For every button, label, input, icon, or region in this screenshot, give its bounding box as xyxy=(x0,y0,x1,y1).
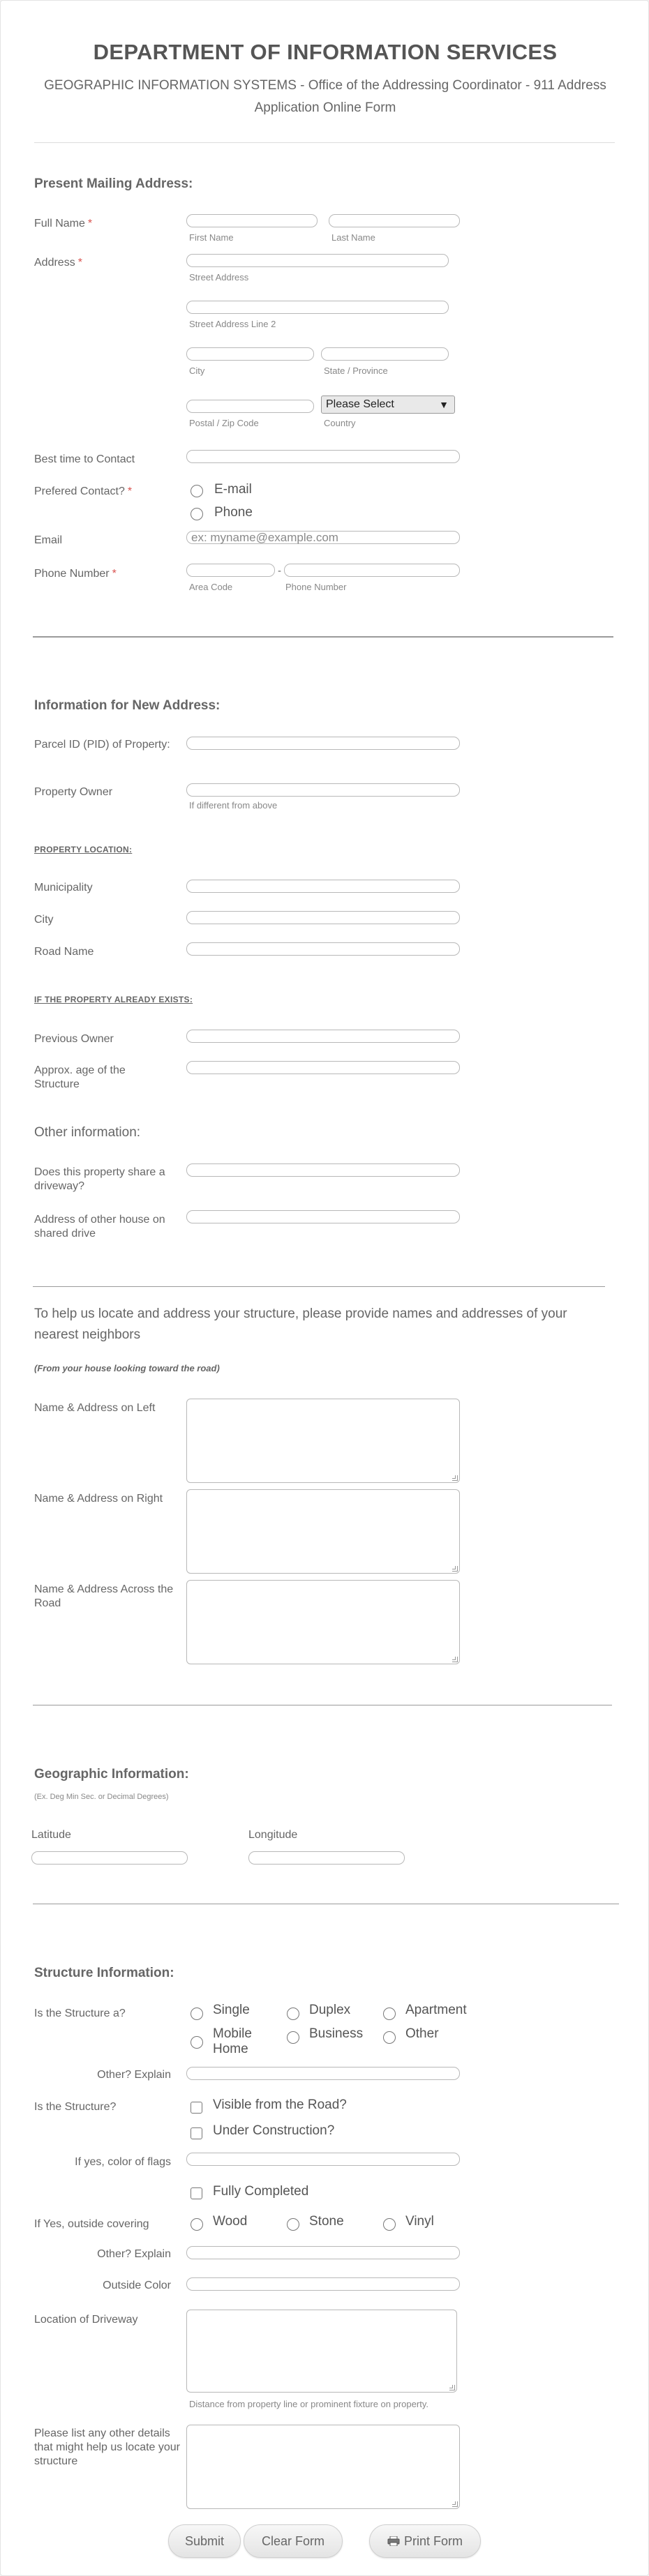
structure-type-option: Duplex xyxy=(309,2003,351,2017)
last-name-input[interactable] xyxy=(329,214,460,227)
section-divider xyxy=(33,636,613,638)
geo-heading: Geographic Information: xyxy=(34,1767,189,1782)
header-divider xyxy=(34,142,615,143)
city-label: City xyxy=(34,914,54,926)
email-label: Email xyxy=(34,534,63,546)
first-name-sublabel: First Name xyxy=(189,232,234,243)
visible-from-road-checkbox[interactable] xyxy=(191,2102,202,2114)
other-explain-input[interactable] xyxy=(186,2067,460,2080)
street-address-sublabel: Street Address xyxy=(189,272,249,283)
contact-phone-label: Phone xyxy=(214,505,253,520)
under-construction-checkbox[interactable] xyxy=(191,2127,202,2139)
area-code-sublabel: Area Code xyxy=(189,582,233,592)
country-sublabel: Country xyxy=(324,418,356,428)
longitude-input[interactable] xyxy=(248,1851,405,1865)
page-subtitle: GEOGRAPHIC INFORMATION SYSTEMS - Office of the Addressing Coordinator - 911 Address Application Online Form xyxy=(44,78,606,115)
municipality-label: Municipality xyxy=(34,882,93,894)
outside-color-label: Outside Color xyxy=(103,2280,171,2291)
email-placeholder: ex: myname@example.com xyxy=(191,531,338,544)
outside-color-input[interactable] xyxy=(186,2277,460,2291)
property-owner-input[interactable] xyxy=(186,783,460,797)
driveway-label: Location of Driveway xyxy=(34,2314,138,2326)
state-sublabel: State / Province xyxy=(324,366,388,376)
structure-type-radio[interactable] xyxy=(287,2008,299,2020)
zip-input[interactable] xyxy=(186,400,314,413)
covering-label: If Yes, outside covering xyxy=(34,2218,149,2230)
property-exists-heading: IF THE PROPERTY ALREADY EXISTS: xyxy=(34,995,193,1004)
new-address-heading: Information for New Address: xyxy=(34,698,221,713)
neighbors-note: (From your house looking toward the road) xyxy=(34,1363,220,1373)
latitude-input[interactable] xyxy=(31,1851,188,1865)
under-construction-label: Under Construction? xyxy=(213,2123,335,2138)
resize-grip-icon[interactable] xyxy=(452,1566,458,1572)
phone-label: Phone Number * xyxy=(34,568,117,580)
resize-grip-icon[interactable] xyxy=(452,1657,458,1662)
structure-heading: Structure Information: xyxy=(34,1966,174,1980)
previous-owner-input[interactable] xyxy=(186,1030,460,1043)
property-owner-label: Property Owner xyxy=(34,786,113,798)
best-time-input[interactable] xyxy=(186,450,460,463)
neighbors-intro: To help us locate and address your structure, please provide names and addresses of your nearest neighbors xyxy=(34,1306,567,1342)
structure-type-option: Other xyxy=(405,2026,439,2041)
fully-completed-checkbox[interactable] xyxy=(191,2187,202,2199)
flags-color-label: If yes, color of flags xyxy=(75,2156,171,2168)
municipality-input[interactable] xyxy=(186,880,460,893)
neighbor-right-textarea[interactable] xyxy=(186,1489,460,1574)
print-form-label: Print Form xyxy=(403,2534,463,2548)
contact-email-label: E-mail xyxy=(214,482,252,497)
state-input[interactable] xyxy=(321,347,449,361)
visible-from-road-label: Visible from the Road? xyxy=(213,2097,347,2112)
structure-type-radio[interactable] xyxy=(191,2008,203,2020)
covering-option: Vinyl xyxy=(405,2214,434,2229)
street-address-input[interactable] xyxy=(186,254,449,267)
share-driveway-label: Does this property share a driveway? xyxy=(34,1166,165,1192)
longitude-label: Longitude xyxy=(248,1829,298,1841)
other-information-heading: Other information: xyxy=(34,1125,141,1140)
other-house-label: Address of other house on shared drive xyxy=(34,1214,165,1240)
structure-type-radio[interactable] xyxy=(383,2008,396,2020)
structure-type-option: Business xyxy=(309,2026,364,2041)
street-address-2-sublabel: Street Address Line 2 xyxy=(189,319,276,329)
resize-grip-icon[interactable] xyxy=(452,2501,458,2507)
covering-other-input[interactable] xyxy=(186,2246,460,2259)
resize-grip-icon[interactable] xyxy=(452,1475,458,1481)
parcel-id-input[interactable] xyxy=(186,737,460,750)
preferred-contact-label: Prefered Contact? * xyxy=(34,485,133,497)
structure-type-label: Is the Structure a? xyxy=(34,2008,126,2019)
geo-note: (Ex. Deg Min Sec. or Decimal Degrees) xyxy=(34,1793,169,1801)
covering-radio[interactable] xyxy=(287,2218,299,2231)
chevron-down-icon: ▼ xyxy=(439,399,449,410)
first-name-input[interactable] xyxy=(186,214,318,227)
neighbor-left-label: Name & Address on Left xyxy=(34,1402,156,1414)
city-sublabel: City xyxy=(189,366,205,376)
neighbor-across-textarea[interactable] xyxy=(186,1580,460,1664)
details-textarea[interactable] xyxy=(186,2425,460,2509)
address-label: Address * xyxy=(34,257,82,269)
details-label: Please list any other details that might help us locate your structure xyxy=(34,2427,181,2467)
section-divider xyxy=(33,1286,605,1287)
structure-type-option: Mobile Home xyxy=(213,2026,252,2056)
driveway-sublabel: Distance from property line or prominent fixture on property. xyxy=(189,2399,428,2409)
other-explain-label: Other? Explain xyxy=(97,2069,171,2081)
last-name-sublabel: Last Name xyxy=(331,232,375,243)
neighbor-left-textarea[interactable] xyxy=(186,1399,460,1483)
contact-phone-radio[interactable] xyxy=(191,508,203,520)
email-input[interactable] xyxy=(186,531,460,544)
other-explain-label: Other? Explain xyxy=(97,2248,171,2260)
other-house-input[interactable] xyxy=(186,1210,460,1223)
country-select-value: Please Select xyxy=(326,398,394,410)
phone-number-sublabel: Phone Number xyxy=(285,582,347,592)
new-city-input[interactable] xyxy=(186,911,460,924)
previous-owner-label: Previous Owner xyxy=(34,1033,114,1045)
structure-age-input[interactable] xyxy=(186,1061,460,1074)
driveway-textarea[interactable] xyxy=(186,2310,457,2393)
full-name-label: Full Name * xyxy=(34,218,93,229)
structure-type-option: Single xyxy=(213,2003,250,2017)
resize-grip-icon[interactable] xyxy=(449,2385,455,2390)
parcel-id-label: Parcel ID (PID) of Property: xyxy=(34,739,170,751)
flags-color-input[interactable] xyxy=(186,2153,460,2166)
zip-sublabel: Postal / Zip Code xyxy=(189,418,259,428)
phone-number-input[interactable] xyxy=(284,564,460,577)
printer-icon xyxy=(387,2536,400,2546)
structure-type-radio[interactable] xyxy=(383,2031,396,2044)
street-address-2-input[interactable] xyxy=(186,301,449,314)
city-input[interactable] xyxy=(186,347,314,361)
print-form-button[interactable] xyxy=(369,2524,481,2558)
covering-option: Stone xyxy=(309,2214,344,2229)
latitude-label: Latitude xyxy=(31,1829,71,1841)
phone-dash: - xyxy=(278,565,281,577)
page-title: DEPARTMENT OF INFORMATION SERVICES xyxy=(93,40,558,64)
neighbor-across-label: Name & Address Across the Road xyxy=(34,1583,174,1609)
structure-type-radio[interactable] xyxy=(287,2031,299,2044)
share-driveway-input[interactable] xyxy=(186,1163,460,1177)
clear-form-button[interactable]: Clear Form xyxy=(244,2524,343,2558)
area-code-input[interactable] xyxy=(186,564,275,577)
contact-email-radio[interactable] xyxy=(191,485,203,497)
covering-radio[interactable] xyxy=(191,2218,203,2231)
best-time-label: Best time to Contact xyxy=(34,453,135,465)
is-structure-label: Is the Structure? xyxy=(34,2101,117,2113)
fully-completed-label: Fully Completed xyxy=(213,2184,309,2199)
structure-type-option: Apartment xyxy=(405,2003,467,2017)
structure-age-label: Approx. age of the Structure xyxy=(34,1064,126,1090)
neighbor-right-label: Name & Address on Right xyxy=(34,1493,163,1505)
submit-button[interactable]: Submit xyxy=(168,2524,241,2558)
covering-radio[interactable] xyxy=(383,2218,396,2231)
mailing-heading: Present Mailing Address: xyxy=(34,176,193,191)
property-owner-sublabel: If different from above xyxy=(189,800,278,811)
property-location-heading: PROPERTY LOCATION: xyxy=(34,845,133,854)
structure-type-radio[interactable] xyxy=(191,2036,203,2049)
road-name-input[interactable] xyxy=(186,942,460,956)
road-name-label: Road Name xyxy=(34,946,94,958)
covering-option: Wood xyxy=(213,2214,248,2229)
country-select[interactable] xyxy=(321,396,455,414)
